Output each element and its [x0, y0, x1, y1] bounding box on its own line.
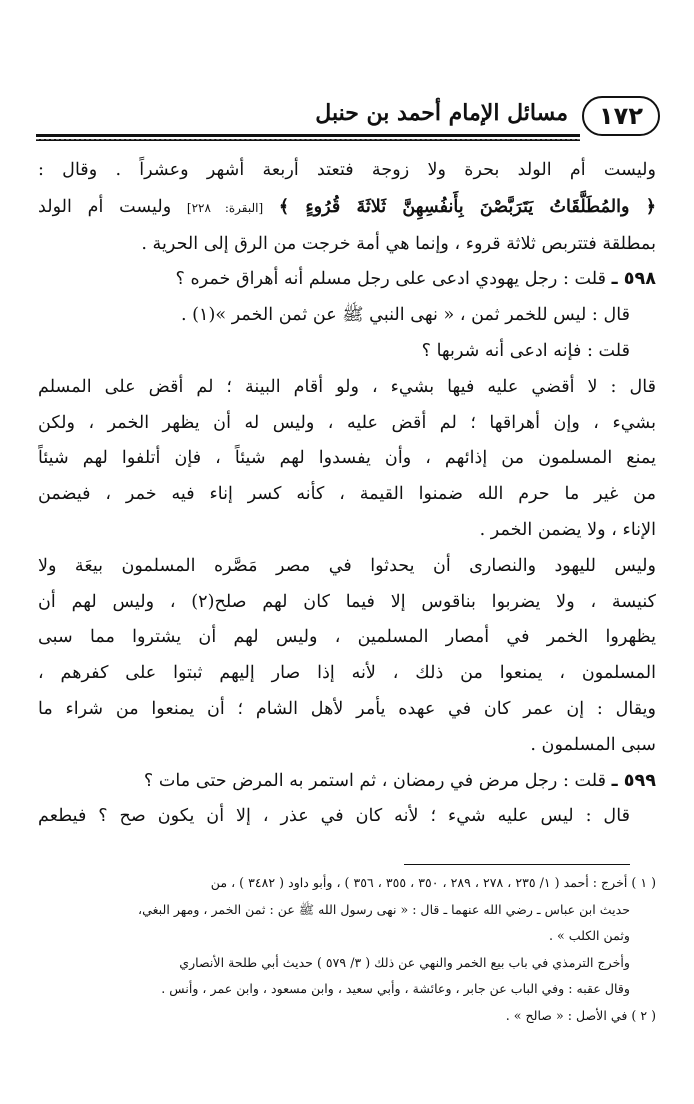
question-599 — [38, 764, 656, 800]
running-title: مسائل الإمام أحمد بن حنبل — [315, 100, 568, 126]
header-rule — [36, 134, 580, 137]
text-line: ويقال : إن عمر كان في عهده يأمر لأهل الشام ؛ أن يمنعوا من شراء ما — [38, 698, 656, 719]
footnote-line: وقال عقبه : وفي الباب عن جابر ، وعائشة ، وأبي سعيد ، وابن مسعود ، وابن عمر ، وأنس . — [161, 981, 630, 996]
text-fragment: وليست أم الولد — [38, 196, 172, 217]
footnote-line: حديث ابن عباس ـ رضي الله عنهما ـ قال : « نهى رسول الله ﷺ عن : ثمن الخمر ، ومهر البغي، — [138, 901, 630, 917]
footnote-line: ( ٢ ) في الأصل : « صالح » . — [505, 1007, 656, 1023]
quran-verse: ﴿ والمُطَلَّقَاتُ يَتَرَبَّصْنَ بِأَنفُسِهِنَّ ثَلاثَةَ قُرُوءٍ ﴾ — [278, 195, 656, 217]
main-text — [38, 153, 656, 835]
footnote-line: وأخرج الترمذي في باب بيع الخمر والنهي عن ذلك ( ٣/ ٥٧٩ ) حديث أبي طلحة الأنصاري — [179, 954, 630, 970]
text-line: بشيء ، وإن أهراقها ؛ لم أقض عليه ، وليس له أن يظهر الخمر ، ولكن — [38, 412, 656, 433]
question-text: قلت : رجل يهودي ادعى على رجل مسلم أنه أهراق خمره ؟ — [175, 269, 607, 290]
text-line: قال : ليس عليه شيء ؛ لأنه كان في عذر ، إلا أن يكون صح ؟ فيطعم — [38, 806, 630, 827]
text-line: قال : لا أقضي عليه فيها بشيء ، ولو أقام البينة ؛ لم أقض على المسلم — [38, 376, 656, 397]
text-line: قال : ليس للخمر ثمن ، « نهى النبي ﷺ عن ثمن الخمر »(١) . — [180, 305, 630, 326]
text-line: وليست أم الولد بحرة ولا زوجة فتعتد أربعة أشهر وعشراً . وقال : — [38, 160, 656, 180]
page-number: ١٧٢ — [582, 96, 660, 136]
text-line: يمنع المسلمون من إذائهم ، وأن يفسدوا لهم شيئاً ، فإن أتلفوا لهم شيئاً — [38, 448, 656, 469]
text-line: قلت : فإنه ادعى أنه شربها ؟ — [421, 340, 630, 361]
footnote-line: ( ١ ) أخرج : أحمد ( ١/ ٢٣٥ ، ٢٧٨ ، ٢٨٩ ، ٣٥٠ ، ٣٥٥ ، ٣٥٦ ) ، وأبو داود ( ٣٤٨٢ ) ، من — [210, 875, 656, 890]
text-line: وليس لليهود والنصارى أن يحدثوا في مصر مَصَّره المسلمون بيعَة ولا — [38, 555, 656, 576]
header-rule-dashed — [36, 139, 580, 141]
quran-verse-line — [38, 189, 656, 227]
quran-reference: [البقرة: ٢٢٨] — [186, 200, 264, 215]
text-line: يظهروا الخمر في أمصار المسلمين ، وليس لهم أن يشتروا مما سبى — [38, 627, 656, 648]
item-number: ٥٩٨ ـ — [611, 269, 656, 290]
text-line: كنيسة ، ولا يضربوا بناقوس إلا فيما كان لهم صلح(٢) ، وليس لهم أن — [38, 591, 656, 612]
text-line: من غير ما حرم الله ضمنوا القيمة ، كأنه كسر إناء فيه خمر ، فيضمن — [38, 484, 656, 505]
footnote-separator — [404, 864, 630, 865]
question-text: قلت : رجل مرض في رمضان ، ثم استمر به المرض حتى مات ؟ — [143, 770, 607, 791]
text-line: بمطلقة فتتربص ثلاثة قروء ، وإنما هي أمة خرجت من الرق إلى الحرية . — [141, 233, 656, 254]
item-number: ٥٩٩ ـ — [611, 770, 656, 791]
question-598 — [38, 262, 656, 298]
page-header — [36, 96, 660, 142]
footnotes — [38, 870, 656, 1029]
text-line: الإناء ، ولا يضمن الخمر . — [479, 519, 656, 540]
text-line: المسلمون ، يمنعوا من ذلك ، لأنه إذا صار إليهم ثبتوا على كفرهم ، — [38, 663, 656, 684]
text-line: سبى المسلمون . — [530, 734, 656, 755]
footnote-line: وثمن الكلب » . — [549, 928, 630, 943]
